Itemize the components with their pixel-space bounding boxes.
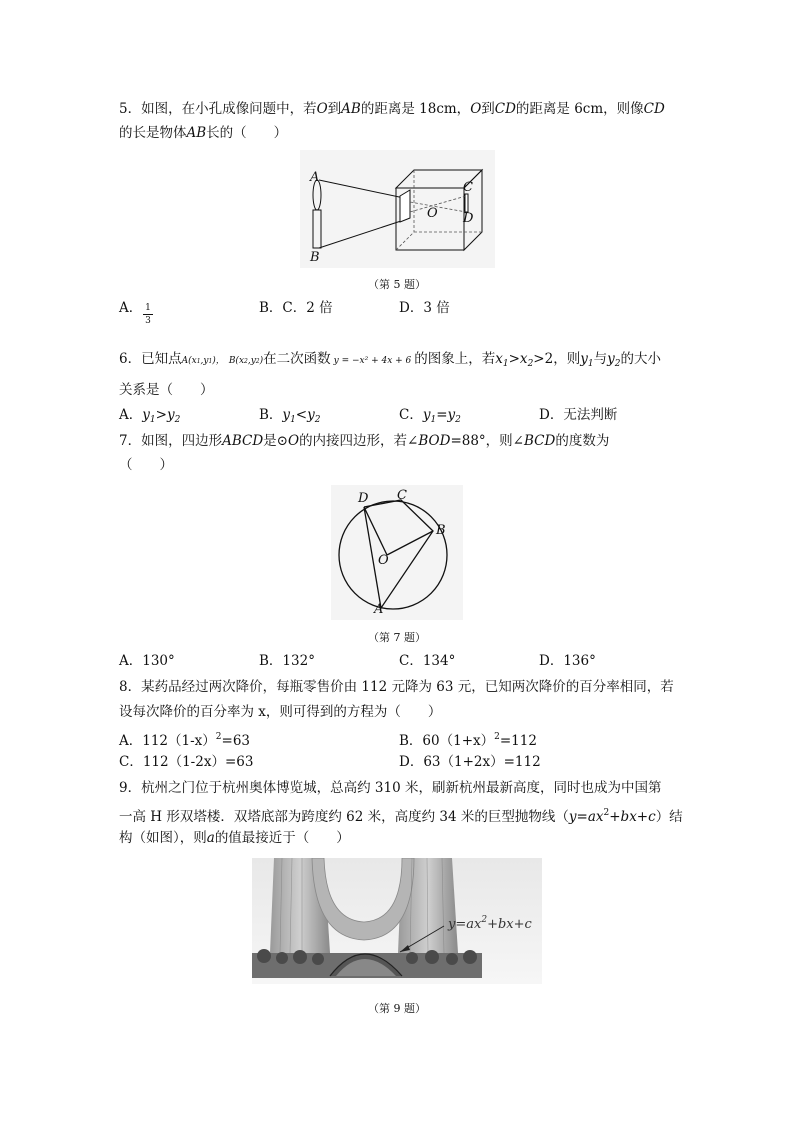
fraction-bar [143, 314, 153, 315]
q6-op: = [436, 407, 448, 423]
option-text: =63 [221, 733, 251, 749]
q5-label-d: D [463, 211, 474, 226]
q7-text: 如图，四边形 [141, 433, 223, 449]
q6-option-d [539, 406, 617, 424]
q7-var: ABCD [222, 433, 264, 449]
q6-var: x [495, 351, 503, 367]
option-label: C． [399, 407, 423, 423]
q5-text: 到 [481, 101, 495, 117]
q9-text: 一高 H 形双塔楼．双塔底部为跨度约 62 米，高度约 34 米的巨型抛物线（ [119, 809, 569, 825]
q6-sub: 2 [244, 358, 248, 365]
q5-caption: （第 5 题） [368, 278, 426, 291]
q7-option-d: D．136° [539, 653, 596, 669]
q9-figure-equation [448, 915, 532, 932]
q6-sub: 1 [587, 359, 594, 369]
q5-line1 [119, 100, 665, 118]
q6-function: y = −x² + 4x + 6 [333, 356, 412, 366]
q6-sub: 2 [527, 359, 534, 369]
q6-var: y [142, 407, 150, 423]
q6-sub: 1 [208, 358, 213, 365]
q7-label-c: C [397, 488, 407, 503]
q6-sub: 2 [614, 359, 621, 369]
q6-sub: 2 [455, 415, 461, 425]
q6-line2: 关系是（ ） [119, 382, 214, 398]
q8-option-b [399, 728, 537, 750]
q9-text: 构（如图），则 [119, 830, 207, 846]
q7-circle-figure [331, 485, 463, 620]
q9-equation: +bx+c [609, 809, 656, 825]
q6-point-b-text: B(x [228, 356, 245, 366]
q5-label-c: C [463, 180, 473, 195]
q9-var-a: a [206, 830, 215, 846]
q6-option-b [259, 406, 320, 429]
option-label: B． [259, 407, 283, 423]
q5-var-o: O [470, 101, 482, 117]
q6-sub: 2 [255, 358, 260, 365]
q8-line2: 设每次降价的百分率为 x，则可得到的方程为（ ） [119, 704, 442, 720]
q5-line2 [119, 124, 287, 142]
q9-equation: y=ax [568, 809, 604, 825]
q6-point-a-text: A(x [181, 356, 197, 366]
option-label: D． [539, 407, 564, 423]
q6-op: < [295, 407, 308, 423]
q6-text: 与 [593, 351, 608, 367]
q8-option-a [119, 728, 250, 750]
q5-text: 的距离是 18cm， [360, 101, 471, 117]
q5-option-a-fraction [143, 303, 153, 326]
q7-caption: （第 7 题） [368, 631, 426, 644]
q6-option-text: 无法判断 [563, 407, 618, 423]
q6-option-a [119, 406, 180, 429]
question-number: 7． [119, 433, 142, 449]
q7-text: 的内接四边形，若∠ [299, 433, 419, 449]
q6-text: >2，则 [533, 351, 581, 367]
q6-var: y [166, 407, 175, 423]
q7-option-a: A．130° [119, 653, 175, 669]
q9-caption: （第 9 题） [368, 1002, 426, 1015]
q7-text: 的度数为 [555, 433, 610, 449]
q7-label-a: A [374, 602, 384, 617]
q8-text: 某药品经过两次降价，每瓶零售价由 112 元降为 63 元，已知两次降价的百分率相同，若 [141, 679, 674, 695]
q7-option-c: C．134° [399, 653, 456, 669]
q6-var: y [307, 407, 315, 423]
q5-text: 的长是物体 [119, 125, 187, 141]
q5-var-ab: AB [341, 101, 361, 117]
q6-var: y [607, 351, 615, 367]
q5-label-o: O [427, 206, 438, 221]
q5-var-cd: CD [494, 101, 516, 117]
q6-var: y [282, 407, 291, 423]
q7-text: 是⊙ [263, 433, 288, 449]
q6-text: 的图象上，若 [414, 351, 496, 367]
q8-option-d: D．63（1+2x）=112 [399, 754, 541, 770]
q6-point-a-text: ,y [200, 356, 209, 366]
q6-text: 已知点 [141, 351, 182, 367]
q7-option-b: B．132° [259, 653, 315, 669]
q5-var-ab: AB [186, 125, 207, 141]
q5-option-d: D．3 倍 [399, 300, 450, 316]
option-label: A． [119, 300, 143, 316]
q9-figure-equation-text: +bx+c [487, 917, 532, 932]
q6-sub: 1 [430, 415, 437, 425]
q5-text: 长的（ ） [206, 125, 288, 141]
q5-text: 如图，在小孔成像问题中，若 [141, 101, 317, 117]
q6-var: y [422, 407, 431, 423]
q7-var: BOD [418, 433, 451, 449]
q9-figure-equation-text: y=ax [448, 917, 482, 932]
q9-text: 的值最接近于（ ） [214, 830, 350, 846]
q7-var: O [287, 433, 300, 449]
q6-point-a [182, 356, 225, 366]
q6-sub: 2 [174, 415, 181, 425]
q6-sub: 1 [149, 415, 156, 425]
question-number: 6． [119, 351, 142, 367]
option-sup: 2 [215, 732, 222, 742]
q5-text: 的距离是 6cm，则像 [515, 101, 644, 117]
q9-line2 [119, 804, 683, 826]
q6-point-b-text: ) [259, 356, 264, 366]
q6-point-a-text: )， [212, 356, 225, 366]
q6-sub: 1 [290, 415, 296, 425]
q9-figure-equation-sup: 2 [481, 915, 488, 925]
q7-var: BCD [524, 433, 556, 449]
option-text: =112 [499, 733, 537, 749]
q7-label-d: D [358, 491, 369, 506]
q6-point-b [229, 356, 263, 366]
q6-point-b-text: ,y [247, 356, 256, 366]
q7-text: =88°，则∠ [450, 433, 524, 449]
option-label: A． [119, 407, 143, 423]
q9-equation-sup: 2 [603, 808, 610, 818]
q5-pinhole-figure [300, 150, 495, 268]
option-sup: 2 [494, 732, 500, 742]
option-text: B．60（1+x） [399, 733, 495, 749]
question-number: 5． [119, 101, 142, 117]
q6-var: >x [508, 351, 528, 367]
fraction-denominator: 3 [145, 316, 151, 326]
option-text: A．112（1-x） [119, 733, 216, 749]
q5-var-o: O [316, 101, 328, 117]
q6-sub: 1 [502, 359, 509, 369]
q5-var-cd: CD [643, 101, 665, 117]
q7-line1 [119, 432, 609, 450]
q7-label-o: O [378, 553, 389, 568]
q6-option-c [399, 406, 461, 429]
q9-line3 [119, 829, 350, 847]
q5-option-bc: B．C．2 倍 [259, 300, 333, 316]
q6-text: 在二次函数 [263, 351, 331, 367]
q8-line1 [119, 678, 674, 696]
q5-text: 到 [327, 101, 342, 117]
fraction-numerator: 1 [145, 303, 151, 313]
q8-option-c: C．112（1-2x）=63 [119, 754, 254, 770]
q6-op: > [155, 407, 167, 423]
q6-text: 的大小 [620, 351, 661, 367]
question-number: 8． [119, 679, 142, 695]
q5-label-a: A [310, 170, 320, 185]
q6-sub: 2 [314, 415, 321, 425]
q5-label-b: B [310, 250, 320, 265]
q9-text: 杭州之门位于杭州奥体博览城，总高约 310 米，刷新杭州最新高度，同时也成为中国第 [141, 780, 662, 796]
q7-label-b: B [436, 523, 446, 538]
q6-sub: 1 [196, 358, 201, 365]
q6-var: y [447, 407, 456, 423]
question-number: 9． [119, 780, 142, 796]
q7-line2: （ ） [119, 457, 173, 473]
q6-line1 [119, 350, 661, 373]
q9-line1 [119, 779, 661, 797]
q5-option-a [119, 299, 142, 317]
q6-var: y [580, 351, 588, 367]
q9-text: ）结 [655, 809, 683, 825]
